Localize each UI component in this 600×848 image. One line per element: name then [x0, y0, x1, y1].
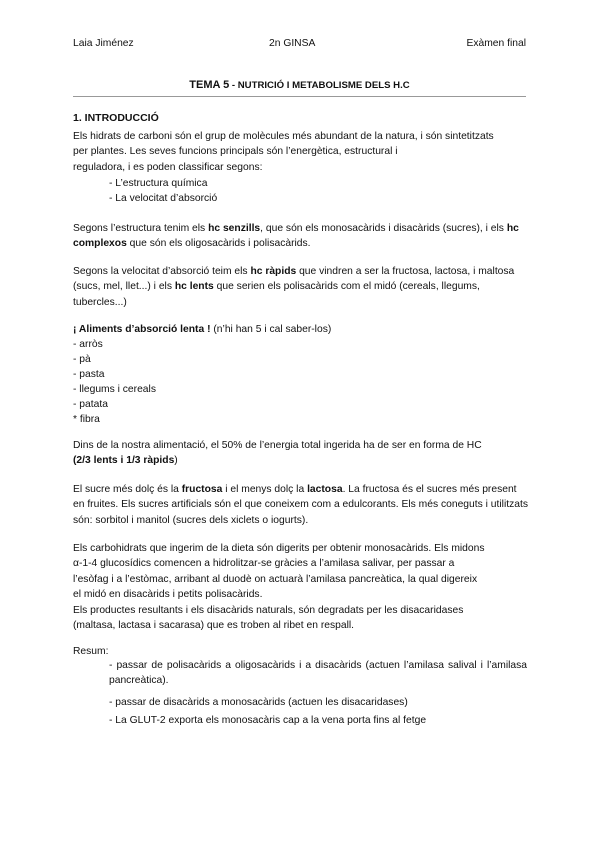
summary-item: - passar de disacàrids a monosacàrids (actuen les disacaridases)	[109, 697, 408, 708]
text-run: )	[174, 455, 178, 467]
list-item: * fibra	[73, 414, 100, 425]
list-item: - pà	[73, 354, 91, 365]
list-item: - La velocitat d’absorció	[109, 193, 218, 204]
bold-term: hc ràpids	[250, 266, 297, 277]
summary-item: - passar de polisacàrids a oligosacàrids i a disacàrids (actuen l’amilasa salival i l’amilasa pancreàtica).	[109, 660, 527, 686]
text-run: que són els oligosacàrids i polisacàrids.	[126, 238, 311, 250]
paragraph-line: α-1-4 glucosídics comencen a hidrolitzar-se gràcies a l’amilasa salivar, per passar a	[73, 558, 455, 570]
slow-foods-heading	[73, 322, 528, 337]
slow-foods-list	[73, 322, 528, 427]
intro-line: Els hidrats de carboni són el grup de molècules més abundant de la natura, i són sintetitzats	[73, 131, 494, 142]
paragraph-line: Els productes resultants i els disacàrids naturals, són degradats per les disacaridases	[73, 604, 464, 616]
text-run: . La fructosa és el sucres més present en fruites. Els sucres artificials són el que coneixem com a edulcorants. Els més coneguts i utilitzats són: sorbitol i manitol (sucres dels xiclets o iogurts).	[73, 484, 528, 526]
intro-line: reguladora, i es poden classificar segons:	[73, 161, 263, 173]
summary-item: - La GLUT-2 exporta els monosacàris cap a la vena porta fins al fetge	[109, 715, 427, 726]
sugars-paragraph	[73, 482, 528, 528]
text-run: que vindren a ser la fructosa, lactosa, i maltosa (sucs, mel, llet...) i els	[73, 266, 515, 293]
text-run: i el menys dolç la	[222, 484, 308, 495]
list-item: - L’estructura química	[109, 178, 208, 189]
section-heading: 1. INTRODUCCIÓ	[73, 112, 159, 124]
bold-term: lactosa	[307, 484, 343, 495]
summary-heading: Resum:	[73, 646, 109, 657]
text-run: Segons l’estructura tenim els	[73, 223, 209, 234]
text-run: , que són els monosacàrids i disacàrids (sucres), i els	[260, 223, 507, 234]
digestion-paragraph	[73, 541, 528, 633]
paragraph-line: l’esòfag i a l’estòmac, arribant al duodè on actuarà l’amilasa pancreàtica, la qual digereix	[73, 573, 478, 585]
paragraph-line: el midó en disacàrids i petits polisacàrids.	[73, 589, 263, 601]
title-sub: - NUTRICIÓ I METABOLISME DELS H.C	[229, 80, 410, 91]
speed-paragraph	[73, 264, 528, 310]
bold-term: hc senzills	[208, 223, 261, 234]
classify-list	[109, 176, 527, 206]
paragraph-line: (maltasa, lactasa i sacarasa) que es troben al ribet en respall.	[73, 620, 355, 632]
list-item: - llegums i cereals	[73, 384, 156, 395]
title-divider	[73, 96, 526, 97]
text-run: El sucre més dolç és la	[73, 484, 182, 495]
intro-line: per plantes. Les seves funcions principals són l’energètica, estructural i	[73, 146, 398, 158]
page-title	[73, 79, 526, 91]
text-run: que serien els polisacàrids com el midó (cereals, llegums, tubercles...)	[73, 281, 480, 308]
header-exam: Exàmen final	[466, 38, 526, 49]
intro-paragraph	[73, 129, 528, 175]
list-item: - arròs	[73, 339, 103, 350]
bold-term: ¡ Aliments d’absorció lenta !	[73, 324, 211, 335]
text-run: (n’hi han 5 i cal saber-los)	[210, 324, 332, 335]
header-author: Laia Jiménez	[73, 38, 134, 49]
text-run: Dins de la nostra alimentació, el 50% de l’energia total ingerida ha de ser en forma de HC	[73, 440, 482, 451]
bold-term: (2/3 lents i 1/3 ràpids	[73, 455, 175, 467]
list-item: - patata	[73, 399, 108, 410]
title-main: TEMA 5	[189, 79, 230, 91]
list-item: - pasta	[73, 369, 105, 380]
energy-paragraph	[73, 438, 528, 469]
header-course: 2n GINSA	[269, 38, 316, 49]
text-run: Segons la velocitat d’absorció teim els	[73, 266, 251, 277]
bold-term: fructosa	[181, 484, 223, 495]
structure-paragraph	[73, 221, 528, 252]
bold-term: hc complexos	[73, 223, 519, 250]
bold-term: hc lents	[174, 281, 214, 293]
paragraph-line: Els carbohidrats que ingerim de la dieta són digerits per obtenir monosacàrids. Els midons	[73, 543, 485, 554]
